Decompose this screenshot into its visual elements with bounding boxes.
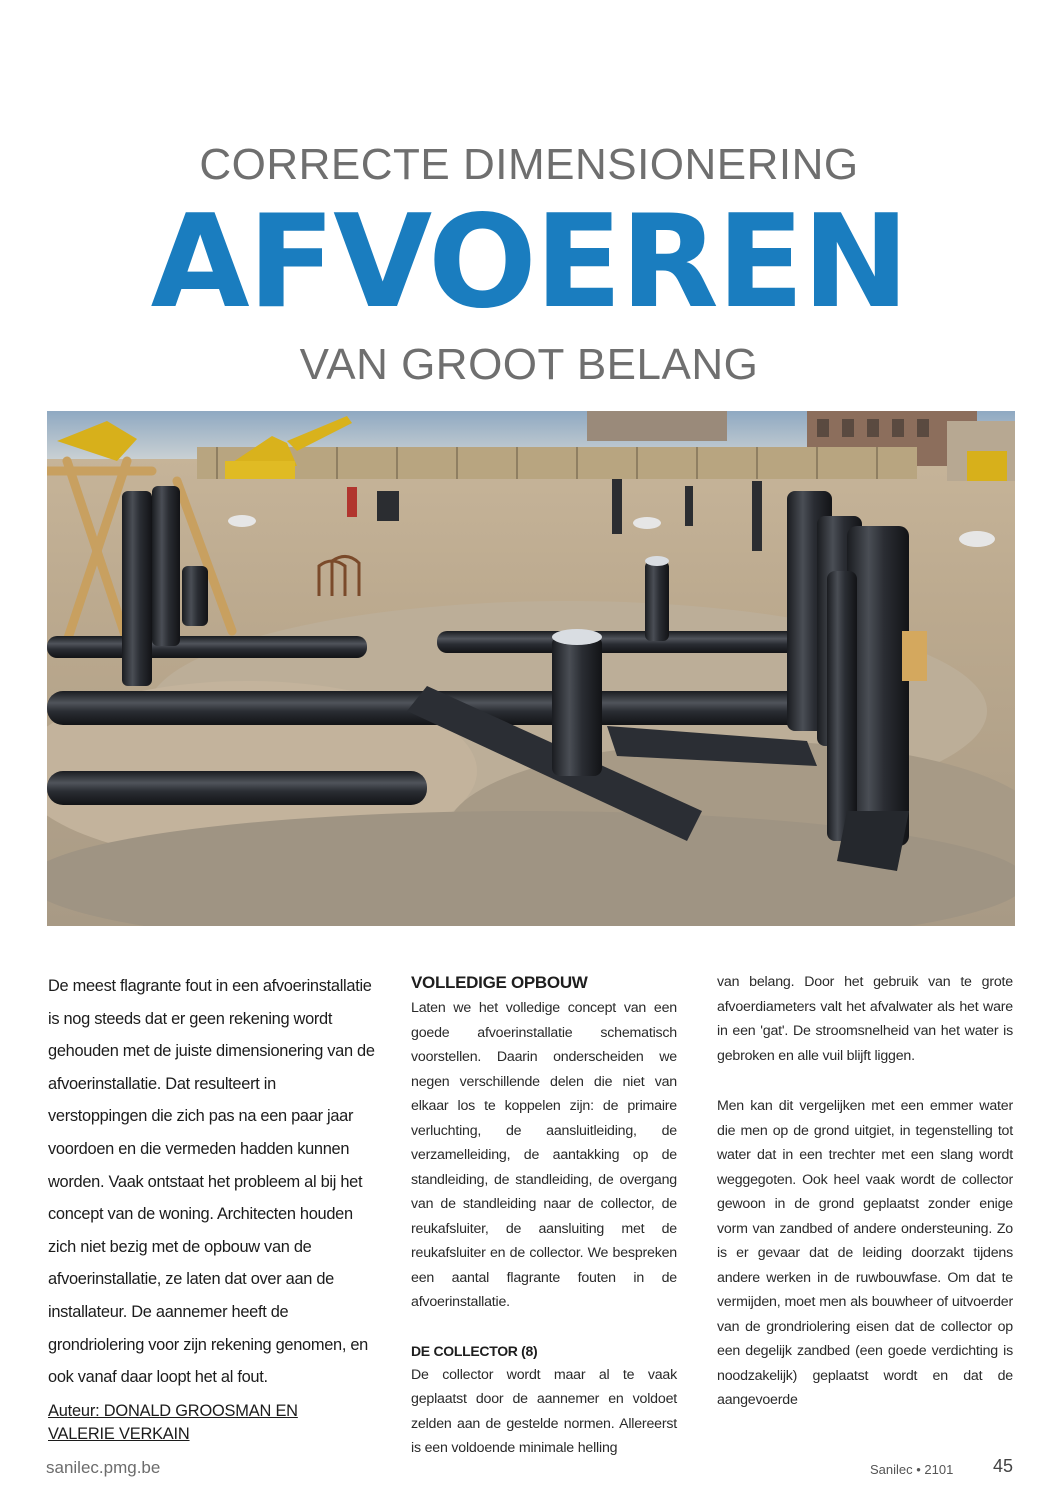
kicker-bottom: VAN GROOT BELANG: [299, 340, 759, 389]
construction-site-illustration: [47, 411, 1015, 926]
intro-column: [48, 970, 378, 1446]
headline: AFVOEREN: [150, 188, 908, 337]
footer-issue: Sanilec • 2101: [870, 1462, 954, 1477]
section-heading-collector: DE COLLECTOR (8): [411, 1342, 538, 1359]
kicker-top: CORRECTE DIMENSIONERING: [199, 140, 859, 189]
section-heading-volledige-opbouw: VOLLEDIGE OPBOUW: [411, 973, 588, 992]
author-credit: [48, 1400, 378, 1446]
section-text-collector: De collector wordt maar al te vaak geplaatst door de aannemer en voldoet zelden aan de gestelde normen. Allereerst is een voldoende minimale helling: [411, 1366, 677, 1456]
body-column-3: [717, 970, 1013, 1413]
intro-text: De meest flagrante fout in een afvoerinstallatie is nog steeds dat er geen rekening wordt gehouden met de juiste dimensionering van de afvoerinstallatie. Dat resulteert in verstoppingen die zich pas na een paar jaar voordoen en die vermeden hadden kunnen worden. Vaak ontstaat het probleem al bij het concept van de woning. Architecten houden zich niet bezig met de opbouw van de afvoerinstallatie, ze laten dat over aan de installateur. De aannemer heeft de grondriolering voor zijn rekening genomen, en ook vanaf daar loopt het al fout.: [48, 977, 375, 1387]
hero-photo: [47, 411, 1015, 926]
page-number: 45: [993, 1456, 1014, 1476]
column3-paragraph-2: Men kan dit vergelijken met een emmer water die men op de grond uitgiet, in tegenstelling tot water dat in een trechter met een slang wordt weggegoten. Ook heel vaak wordt de collector gewoon in de grond geplaatst zonder enige vorm van zandbed of andere ondersteuning. Zo is er gevaar dat de leiding doorzakt tijdens andere werken in de ruwbouwfase. Om dat te vermijden, moet men als bouwheer of uitvoerder van de grondriolering eisen dat de collector op een degelijk zandbed (een goede verdichting is noodzakelijk) geplaatst wordt en dat de aangevoerde: [717, 1098, 1013, 1408]
footer-url: sanilec.pmg.be: [46, 1458, 161, 1477]
author-line-2: VALERIE VERKAIN: [48, 1424, 190, 1443]
section-text-volledige-opbouw: Laten we het volledige concept van een goede afvoerinstallatie schematisch voorstellen. Daarin onderscheiden we negen verschillende delen die niet van elkaar los te koppelen zijn: de primaire verluchting, de aansluitleiding, de verzamelleiding, de aantakking op de standleiding, de standleiding, de overgang van de standleiding naar de collector, de reukafsluiter, de aansluiting met de reukafsluiter en de collector. We bespreken een aantal flagrante fouten in de afvoerinstallatie.: [411, 1000, 677, 1310]
body-column-2: [411, 970, 677, 1461]
column3-paragraph-1: van belang. Door het gebruik van te grote afvoerdiameters valt het afvalwater als het ware in een 'gat'. De stroomsnelheid van het water is gebroken en alle vuil blijft liggen.: [717, 974, 1013, 1064]
author-line-1: Auteur: DONALD GROOSMAN EN: [48, 1401, 298, 1420]
